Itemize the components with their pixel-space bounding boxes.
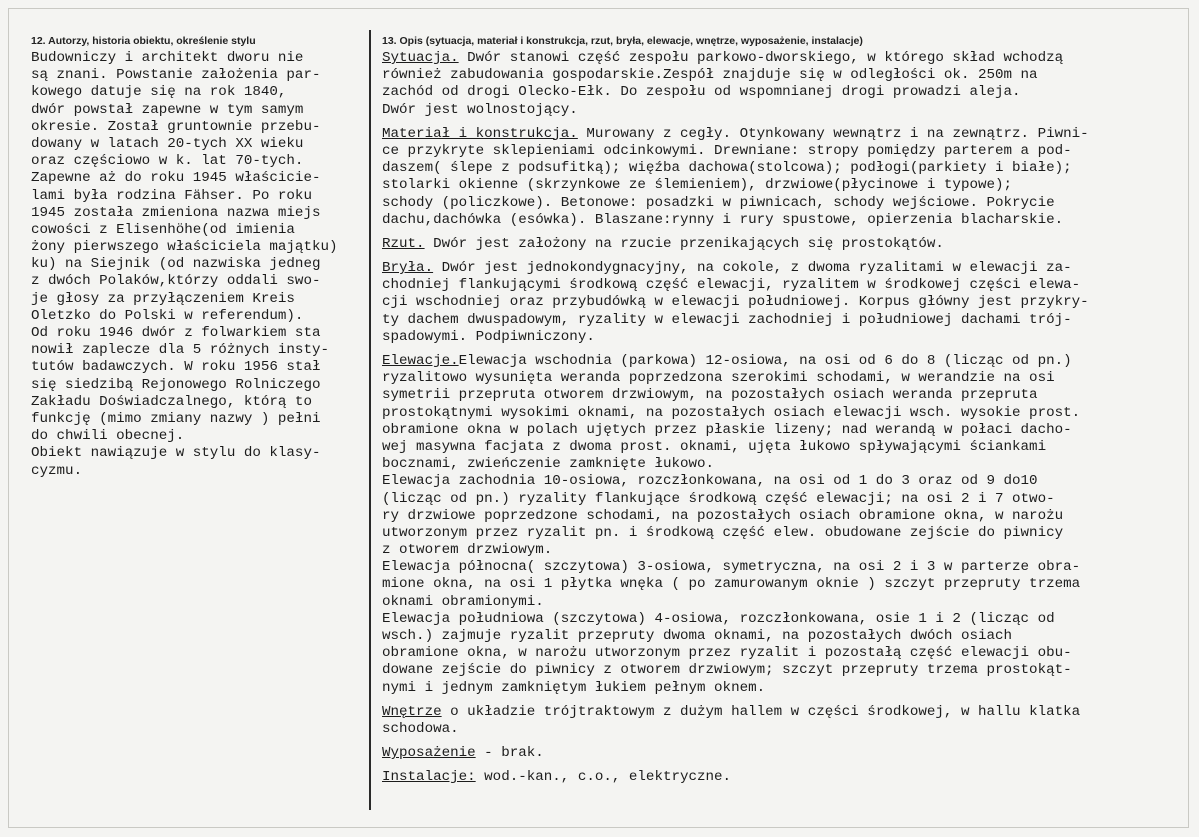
section-line-text: Dwór stanowi część zespołu parkowo-dworskiego, w którego skład wchodzą [458,50,1064,66]
section-line-text: stolarki okienne (skrzynkowe ze ślemieniem), drzwiowe(płycinowe i typowe); [382,177,1013,194]
section-line-text: schodowa. [382,720,459,737]
section-block [382,769,1182,786]
section-line-text: ryzalitowo wysunięta weranda poprzedzona szerokimi schodami, w werandzie na osi [382,370,1055,387]
section-line [382,439,1182,456]
section-line [382,195,1182,212]
section-line [382,769,1182,786]
section-line [382,628,1182,645]
left-column-header: 12. Autorzy, historia obiektu, określenie stylu [31,35,256,47]
section-line-text: obramione okna w polach ujętych przez płaskie lizeny; nad werandą w połaci dacho- [382,421,1072,438]
section-line [382,745,1182,762]
history-line: oraz częściowo w k. lat 70-tych. [31,153,304,170]
section-line [382,177,1182,194]
history-line: Budowniczy i architekt dworu nie [31,50,304,66]
history-line: dowany w latach 20-tych XX wieku [31,135,304,152]
section-line [382,312,1182,329]
section-line-text: z otworem drzwiowym. [382,542,553,559]
section-line [382,212,1182,229]
section-line-text: utworzonym przez ryzalit pn. i środkową część elew. obudowane zejście do piwnicy [382,524,1064,541]
section-line-text: Dwór jest wolnostojący. [382,101,578,118]
history-line: Obiekt nawiązuje w stylu do klasy- [31,445,321,462]
section-line-text: Elewacja zachodnia 10-osiowa, rozczłonkowana, na osi od 1 do 3 oraz od 9 do10 [382,473,1038,490]
history-line: ku) na Siejnik (od nazwiska jedneg [31,256,321,273]
history-line: się siedzibą Rejonowego Rolniczego [31,376,321,393]
section-line-text: prostokątnymi wysokimi oknami, na pozostałych osiach elewacji wsch. wysokie prost. [382,404,1081,421]
section-line-text: cji wschodniej oraz przybudówką w elewacji południowej. Korpus główny jest przykry- [382,294,1089,311]
section-line [382,662,1182,679]
section-line [382,611,1182,628]
history-line: okresie. Został gruntownie przebu- [31,118,321,135]
section-heading: Wyposażenie [382,745,476,762]
section-line-text: Elewacja wschodnia (parkowa) 12-osiowa, na osi od 6 do 8 (licząc od pn.) [458,353,1072,369]
section-line-text: oknami obramionymi. [382,593,544,610]
section-line-text: ce przykryte sklepieniami odcinkowymi. Drewniane: stropy pomiędzy parterem a pod- [382,142,1072,159]
history-line: funkcję (mimo zmiany nazwy ) pełni [31,410,321,427]
section-line-text: chodniej flankującymi środkową część elewacji, ryzalitem w środkowej części elewa- [382,277,1081,294]
history-line: kowego datuje się na rok 1840, [31,84,287,101]
section-line [382,542,1182,559]
section-line [382,559,1182,576]
history-line: Od roku 1946 dwór z folwarkiem sta [31,325,321,341]
section-line-text: obramione okna, w narożu utworzonym przez ryzalit i pozostałą część elewacji obu- [382,645,1072,662]
section-line [382,67,1182,84]
section-heading: Materiał i konstrukcja. [382,125,578,142]
history-line: dwór powstał zapewne w tym samym [31,101,304,118]
section-line [382,491,1182,508]
section-line [382,721,1182,738]
section-line [382,508,1182,525]
section-block [382,50,1182,119]
section-line-text: wsch.) zajmuje ryzalit przepruty dwoma oknami, na pozostałych dwóch osiach [382,628,1013,644]
section-heading: Sytuacja. [382,50,459,66]
section-line-text: Dwór jest założony na rzucie przenikających się prostokątów. [424,235,944,252]
section-heading: Rzut. [382,235,425,252]
history-text [31,50,364,480]
section-line [382,387,1182,404]
section-line [382,102,1182,119]
history-line: do chwili obecnej. [31,428,185,445]
section-line-text: Murowany z cegły. Otynkowany wewnątrz i na zewnątrz. Piwni- [577,125,1089,142]
section-line-text: ry drzwiowe poprzedzone schodami, na pozostałych osiach obramione okna, w narożu [382,507,1064,524]
section-line [382,126,1182,143]
section-line-text: dowane zejście do piwnicy z otworem drzwiowym; szczyt przepruty trzema prostokąt- [382,662,1072,679]
section-line [382,704,1182,721]
section-line-text: (licząc od pn.) ryzality flankujące środkową część elewacji; na osi 2 i 7 otwo- [382,490,1055,507]
section-line [382,84,1182,101]
history-line: są znani. Powstanie założenia par- [31,67,321,84]
section-line-text: Elewacja południowa (szczytowa) 4-osiowa, rozczłonkowana, osie 1 i 2 (licząc od [382,610,1055,627]
section-block [382,704,1182,738]
section-line-text: spadowymi. Podpiwniczony. [382,328,595,345]
section-block [382,126,1182,229]
section-block [382,236,1182,253]
section-line [382,160,1182,177]
section-heading: Instalacje: [382,769,476,786]
section-line [382,456,1182,473]
section-line [382,353,1182,370]
section-line [382,370,1182,387]
section-block [382,260,1182,346]
section-line [382,422,1182,439]
section-line [382,143,1182,160]
section-line-text: wod.-kan., c.o., elektryczne. [475,769,732,786]
section-line-text: - brak. [475,745,544,762]
column-divider [369,30,371,810]
section-heading: Bryła. [382,260,434,277]
history-line: żony pierwszego właściciela majątku) [31,239,338,256]
section-heading: Wnętrze [382,703,442,720]
section-line-text: zachód od drogi Olecko-Ełk. Do zespołu od wspomnianej drogi prowadzi aleja. [382,84,1021,101]
section-line-text: nymi i jednym zamkniętym łukiem pełnym oknem. [382,679,766,696]
section-line [382,576,1182,593]
history-line: Zapewne aż do roku 1945 właścicie- [31,170,321,187]
section-line-text: dachu,dachówka (esówka). Blaszane:rynny i rury spustowe, opierzenia blacharskie. [382,211,1064,228]
section-line-text: mione okna, na osi 1 płytka wnęka ( po zamurowanym oknie ) szczyt przepruty trzema [382,576,1081,593]
section-line [382,260,1182,277]
history-line: cyzmu. [31,462,83,479]
section-line-text: schody (policzkowe). Betonowe: posadzki w piwnicach, schody wejściowe. Pokrycie [382,194,1055,211]
section-line [382,50,1182,67]
history-line: tutów badawczych. W roku 1956 stał [31,359,321,376]
section-line-text: daszem( ślepe z podsufitką); więźba dachowa(stolcowa); podłogi(parkiety i białe); [382,160,1072,177]
section-line-text: ty dachem dwuspadowym, ryzality w elewacji zachodniej i południowej dachami trój- [382,311,1072,328]
history-line: Oletzko do Polski w referendum). [31,307,304,324]
section-line-text: Dwór jest jednokondygnacyjny, na cokole, z dwoma ryzalitami w elewacji za- [433,260,1072,277]
section-line-text: również zabudowania gospodarskie.Zespół znajduje się w odległości ok. 250m na [382,67,1038,84]
section-line [382,405,1182,422]
section-line [382,680,1182,697]
section-line-text: bocznami, zwieńczenie zamknięte łukowo. [382,456,715,473]
section-line [382,525,1182,542]
section-line [382,294,1182,311]
history-line: 1945 została zmieniona nazwa miejs [31,204,321,221]
section-line-text: o układzie trójtraktowym z dużym hallem w części środkowej, w hallu klatka [441,703,1081,720]
description-text [382,50,1182,794]
section-line [382,473,1182,490]
section-line [382,645,1182,662]
section-line-text: wej masywna facjata z dwoma prost. oknami, ujęta łukowo spływającymi ściankami [382,438,1047,455]
history-line: nowił zaplecze dla 5 różnych insty- [31,342,329,359]
section-block [382,745,1182,762]
history-line: z dwóch Polaków,którzy oddali swo- [31,273,321,290]
section-line [382,329,1182,346]
section-line [382,236,1182,253]
section-heading: Elewacje. [382,353,459,369]
section-line-text: symetrii przepruta otworem drzwiowym, na pozostałych osiach weranda przepruta [382,387,1038,404]
history-line: lami była rodzina Fähser. Po roku [31,187,312,204]
history-line: cowości z Elisenhöhe(od imienia [31,221,295,238]
section-block [382,353,1182,697]
right-column-header: 13. Opis (sytuacja, materiał i konstrukcja, rzut, bryła, elewacje, wnętrze, wyposażenie, instalacje) [382,35,863,47]
section-line-text: Elewacja północna( szczytowa) 3-osiowa, symetryczna, na osi 2 i 3 w parterze obra- [382,559,1081,576]
history-line: je głosy za przyłączeniem Kreis [31,290,295,307]
section-line [382,277,1182,294]
history-line: Zakładu Doświadczalnego, którą to [31,393,312,410]
section-line [382,594,1182,611]
